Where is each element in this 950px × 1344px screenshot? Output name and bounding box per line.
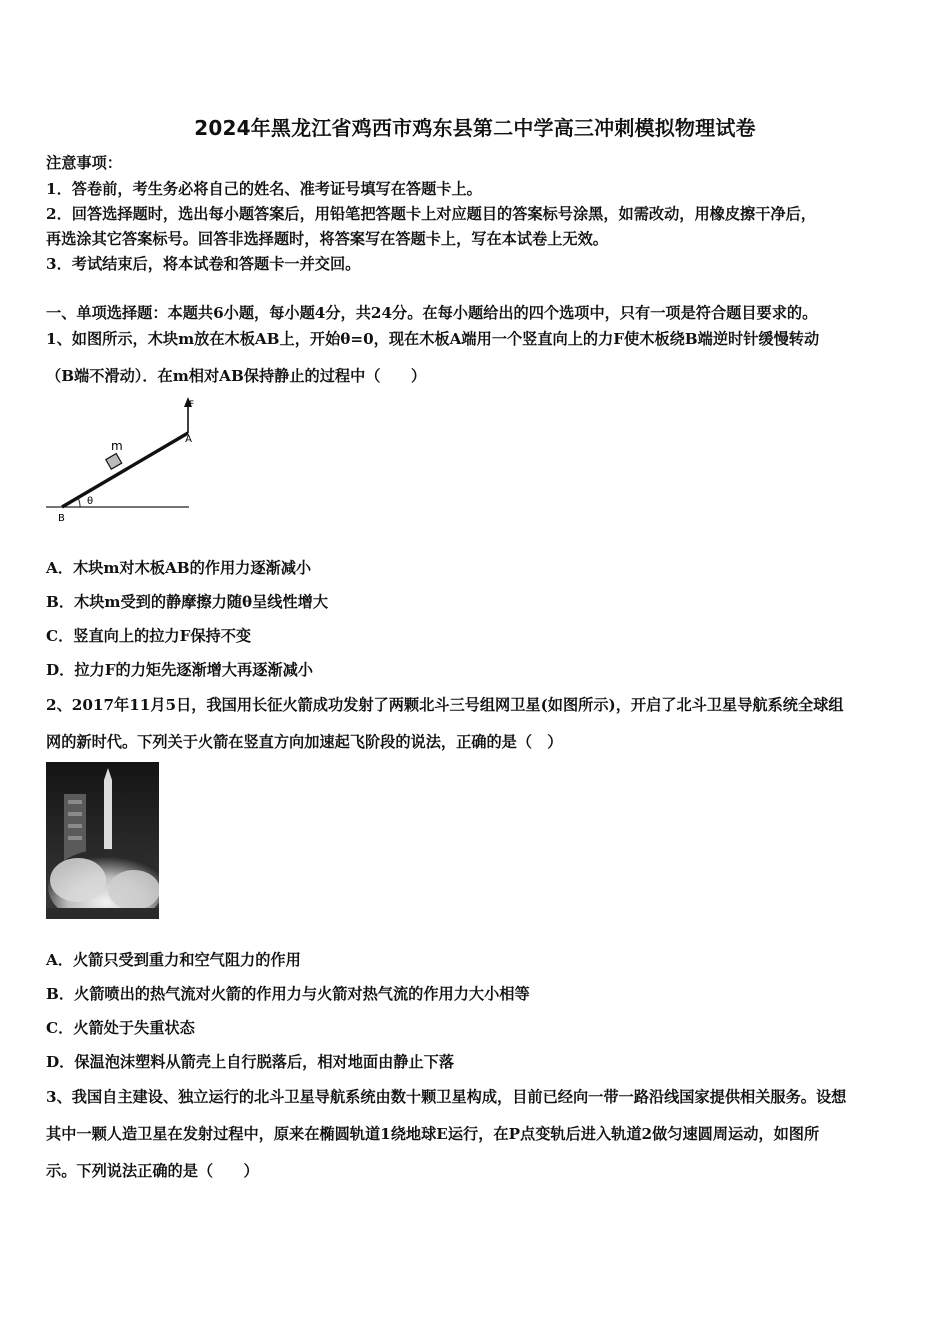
label-m: m: [111, 439, 123, 453]
notice-item-3: 3．考试结束后，将本试卷和答题卡一并交回。: [46, 255, 361, 273]
label-a: A: [185, 434, 192, 445]
q1-option-c: C．竖直向上的拉力F保持不变: [46, 627, 252, 645]
block-m: [106, 454, 122, 470]
notice-item-1: 1．答卷前，考生务必将自己的姓名、准考证号填写在答题卡上。: [46, 180, 482, 198]
label-b: B: [58, 513, 65, 524]
q1-option-b: B．木块m受到的静摩擦力随θ呈线性增大: [46, 593, 329, 611]
q2-option-b: B．火箭喷出的热气流对火箭的作用力与火箭对热气流的作用力大小相等: [46, 985, 530, 1003]
board-ab: [62, 433, 188, 507]
label-force: F: [188, 400, 194, 410]
q2-option-c: C．火箭处于失重状态: [46, 1019, 195, 1037]
notice-heading: 注意事项：: [46, 154, 122, 172]
page-title: 2024年黑龙江省鸡西市鸡东县第二中学高三冲刺模拟物理试卷: [194, 116, 756, 140]
q2-option-d: D．保温泡沫塑料从箭壳上自行脱落后，相对地面由静止下落: [46, 1053, 455, 1071]
q1-stem-line2: （B端不滑动）．在m相对AB保持静止的过程中（ ）: [46, 367, 427, 385]
q2-option-a: A．火箭只受到重力和空气阻力的作用: [46, 951, 301, 969]
q3-stem-line1: 3、我国自主建设、独立运行的北斗卫星导航系统由数十颗卫星构成，目前已经向一带一路沿线国家提供相关服务。设想: [46, 1088, 847, 1106]
q2-stem-line2: 网的新时代。下列关于火箭在竖直方向加速起飞阶段的说法，正确的是（ ）: [46, 733, 563, 751]
notice-item-2: 2．回答选择题时，选出每小题答案后，用铅笔把答题卡上对应题目的答案标号涂黑，如需改动，用橡皮擦干净后，: [46, 205, 816, 223]
rocket-launch-photo: [46, 762, 159, 919]
q2-stem-line1: 2、2017年11月5日，我国用长征火箭成功发射了两颗北斗三号组网卫星(如图所示)，开启了北斗卫星导航系统全球组: [46, 696, 844, 714]
label-theta: θ: [87, 496, 94, 507]
q1-option-d: D．拉力F的力矩先逐渐增大再逐渐减小: [46, 661, 313, 679]
notice-item-2-cont: 再选涂其它答案标号。回答非选择题时，将答案写在答题卡上，写在本试卷上无效。: [46, 230, 608, 248]
q1-figure-board: [44, 392, 194, 524]
q3-stem-line3: 示。下列说法正确的是（ ）: [46, 1162, 259, 1180]
angle-arc: [78, 498, 80, 507]
section-heading: 一、单项选择题：本题共6小题，每小题4分，共24分。在每小题给出的四个选项中，只有一项是符合题目要求的。: [46, 304, 818, 322]
q1-stem-line1: 1、如图所示，木块m放在木板AB上，开始θ=0，现在木板A端用一个竖直向上的力F使木板绕B端逆时针缓慢转动: [46, 330, 820, 348]
q1-option-a: A．木块m对木板AB的作用力逐渐减小: [46, 559, 312, 577]
q3-stem-line2: 其中一颗人造卫星在发射过程中，原来在椭圆轨道1绕地球E运行，在P点变轨后进入轨道2做匀速圆周运动，如图所: [46, 1125, 820, 1143]
